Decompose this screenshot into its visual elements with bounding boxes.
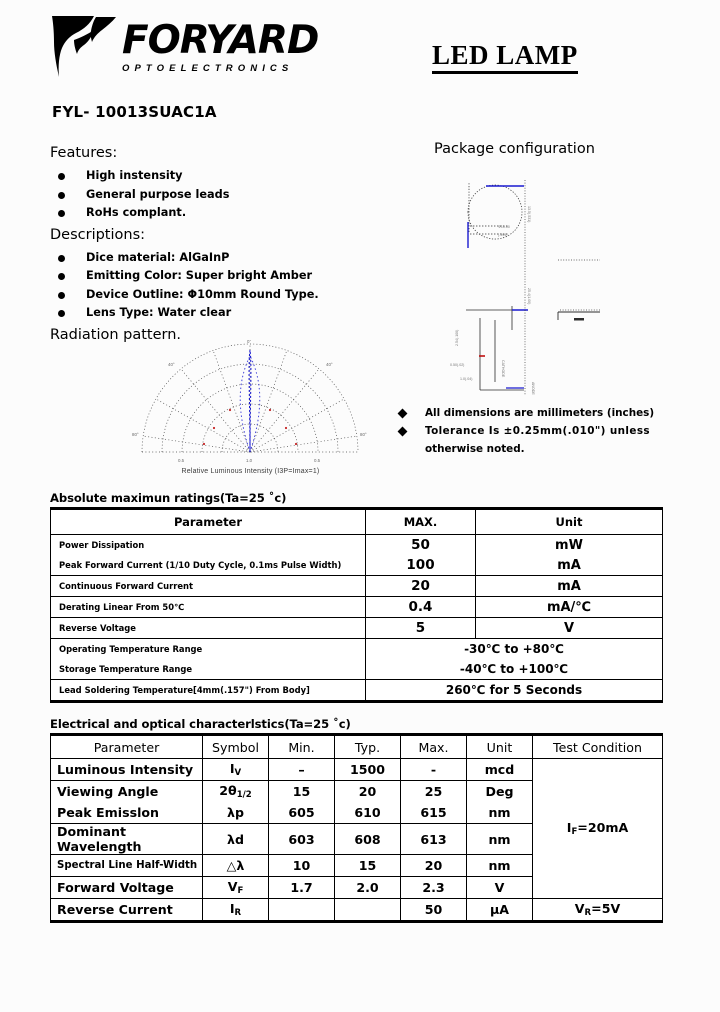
cell-max: 25 [401, 781, 467, 803]
cell-unit: mcd [467, 759, 533, 781]
description-text: Device Outline: Φ10mm Round Type. [86, 287, 319, 301]
absolute-maximum-ratings-table [50, 507, 663, 703]
cell-symbol: λp [203, 802, 269, 824]
description-text: Dice material: AlGaInP [86, 250, 230, 264]
cell-parameter: Luminous Intensity [51, 759, 203, 781]
svg-text:40°: 40° [326, 362, 333, 367]
list-item [50, 304, 390, 323]
svg-text:0.5: 0.5 [314, 458, 321, 463]
table-row [51, 899, 663, 922]
svg-text:13.5(.531): 13.5(.531) [527, 206, 531, 223]
note-text: Tolerance Is ±0.25mm(.010") unless [425, 425, 651, 437]
foryard-logo-icon [50, 14, 118, 80]
cell-unit: V [467, 877, 533, 899]
svg-text:2.54(.100): 2.54(.100) [455, 329, 459, 346]
column-header-typ: Typ. [335, 735, 401, 759]
cell-unit: μA [467, 899, 533, 922]
svg-text:80°: 80° [132, 432, 139, 437]
description-text: Emitting Color: Super bright Amber [86, 269, 313, 282]
cell-span-value: -30℃ to +80℃ [366, 639, 663, 660]
cell-typ: 2.0 [335, 877, 401, 899]
column-header-unit: Unit [467, 735, 533, 759]
note-text: All dimensions are millimeters (inches) [425, 407, 655, 419]
cell-typ: 608 [335, 824, 401, 855]
table-row [51, 759, 663, 781]
package-outline-drawing [440, 170, 640, 400]
cell-unit: mA/℃ [476, 597, 663, 618]
cell-min: 603 [269, 824, 335, 855]
cell-symbol: $I_R$ [203, 899, 269, 922]
cell-max: - [401, 759, 467, 781]
cell-min: 15 [269, 781, 335, 803]
cell-parameter: Peak Emisslon [51, 802, 203, 824]
table-row [51, 639, 663, 660]
cell-min: 10 [269, 855, 335, 877]
cell-typ: 610 [335, 802, 401, 824]
cell-unit: nm [467, 802, 533, 824]
cell-symbol: $2\theta_{1/2}$ [203, 781, 269, 803]
list-item [50, 167, 390, 186]
package-notes [395, 405, 675, 458]
svg-text:1.0(.04): 1.0(.04) [460, 377, 473, 381]
list-item [50, 186, 390, 205]
cell-max: 100 [366, 555, 476, 576]
column-header-max: Max. [401, 735, 467, 759]
cell-typ: 15 [335, 855, 401, 877]
svg-text:0°: 0° [247, 340, 252, 344]
note-item [395, 405, 675, 422]
svg-text:CATHODE: CATHODE [501, 360, 505, 378]
description-text: Lens Type: Water clear [86, 306, 232, 319]
cell-max: 50 [401, 899, 467, 922]
table-header-row [51, 509, 663, 535]
package-drawing-svg [440, 170, 640, 400]
cell-parameter: Spectral Line Half-Width [51, 855, 203, 877]
column-header-min: Min. [269, 735, 335, 759]
svg-text:0.50(.02): 0.50(.02) [450, 363, 465, 367]
cell-typ: 20 [335, 781, 401, 803]
cell-max: 20 [401, 855, 467, 877]
cell-min: – [269, 759, 335, 781]
note-continuation: otherwise noted. [425, 443, 525, 455]
features-descriptions-block [50, 143, 390, 349]
svg-text:(.394): (.394) [498, 233, 508, 237]
radiation-pattern-heading: Radiation pattern. [50, 326, 182, 343]
cell-span-value: 260℃ for 5 Seconds [366, 680, 663, 702]
features-list [50, 167, 390, 223]
cell-parameter: Viewing Angle [51, 781, 203, 803]
cell-unit: nm [467, 855, 533, 877]
cell-parameter: Storage Temperature Range [51, 659, 366, 680]
bullet-icon [58, 192, 65, 199]
cell-max: 20 [366, 576, 476, 597]
electrical-table-title: Electrical and optical characterlstics(Ta=25 ˚c) [50, 717, 351, 731]
cell-parameter: Lead Soldering Temperature[4mm(.157") From Body] [51, 680, 366, 702]
descriptions-list [50, 249, 390, 323]
cell-max: 5 [366, 618, 476, 639]
bullet-icon [58, 173, 65, 180]
cell-min [269, 899, 335, 922]
diamond-bullet-icon [398, 409, 408, 419]
bullet-icon [58, 255, 65, 262]
radiation-chart-caption: Relative Luminous Intensity (I3P=Imax=1) [181, 468, 320, 475]
bullet-icon [58, 292, 65, 299]
package-configuration-title: Package configuration [434, 141, 595, 157]
document-title: LED LAMP [432, 40, 578, 74]
table-row [51, 680, 663, 702]
electrical-optical-characteristics-table [50, 733, 663, 923]
cell-parameter: Derating Linear From 50℃ [51, 597, 366, 618]
electrical-optical-section [50, 717, 663, 923]
cell-parameter: Dominant Wavelength [51, 824, 203, 855]
cell-max: 613 [401, 824, 467, 855]
company-name: FORYARD [122, 18, 319, 63]
cell-symbol: $I_V$ [203, 759, 269, 781]
bullet-icon [58, 273, 65, 280]
table-row [51, 618, 663, 639]
logo-wordmark [122, 14, 318, 74]
page-header [0, 0, 720, 95]
cell-unit: mA [476, 576, 663, 597]
svg-text:0.5: 0.5 [178, 458, 185, 463]
cell-parameter: Operating Temperature Range [51, 639, 366, 660]
list-item [50, 286, 390, 305]
absolute-maximum-ratings-section [50, 491, 663, 703]
column-header-symbol: Symbol [203, 735, 269, 759]
radiation-pattern-chart [118, 340, 383, 475]
list-item [50, 204, 390, 223]
cell-max: 50 [366, 535, 476, 556]
cell-max: 615 [401, 802, 467, 824]
cell-max: 0.4 [366, 597, 476, 618]
absolute-max-table-title: Absolute maximun ratings(Ta=25 ˚c) [50, 491, 287, 505]
diamond-bullet-icon [398, 427, 408, 437]
svg-text:1.0: 1.0 [246, 458, 253, 463]
table-row [51, 576, 663, 597]
svg-text:40°: 40° [168, 362, 175, 367]
radiation-polar-plot-svg [118, 340, 383, 468]
column-header-max: MAX. [366, 509, 476, 535]
feature-text: General purpose leads [86, 187, 230, 201]
column-header-parameter: Parameter [51, 735, 203, 759]
note-item [395, 423, 675, 440]
table-row [51, 535, 663, 556]
cell-parameter: Power Dissipation [51, 535, 366, 556]
bullet-icon [58, 210, 65, 217]
svg-text:25.4(1.00): 25.4(1.00) [527, 288, 531, 305]
cell-typ [335, 899, 401, 922]
column-header-parameter: Parameter [51, 509, 366, 535]
column-header-unit: Unit [476, 509, 663, 535]
descriptions-heading: Descriptions: [50, 226, 146, 243]
column-header-test-condition: Test Condition [533, 735, 663, 759]
list-item [50, 267, 390, 286]
feature-text: High instensity [86, 169, 183, 182]
svg-text:ANODE: ANODE [531, 382, 535, 395]
part-number: FYL- 10013SUAC1A [52, 103, 217, 121]
company-logo [50, 14, 318, 80]
cell-parameter: Forward Voltage [51, 877, 203, 899]
cell-parameter: Reverse Voltage [51, 618, 366, 639]
table-row [51, 555, 663, 576]
cell-max: 2.3 [401, 877, 467, 899]
cell-min: 605 [269, 802, 335, 824]
cell-unit: V [476, 618, 663, 639]
company-tagline: OPTOELECTRONICS [122, 63, 294, 74]
cell-min: 1.7 [269, 877, 335, 899]
cell-unit: nm [467, 824, 533, 855]
cell-symbol: △λ [203, 855, 269, 877]
bullet-icon [58, 310, 65, 317]
cell-test-condition: $V_R=5V$ [533, 899, 663, 922]
cell-typ: 1500 [335, 759, 401, 781]
svg-text:Φ10.00: Φ10.00 [498, 225, 510, 229]
feature-text: RoHs complant. [86, 206, 187, 219]
cell-unit: Deg [467, 781, 533, 803]
cell-unit: mA [476, 555, 663, 576]
svg-text:80°: 80° [360, 432, 367, 437]
cell-parameter: Reverse Current [51, 899, 203, 922]
cell-test-condition: $I_F=20mA$ [533, 759, 663, 899]
table-row [51, 597, 663, 618]
cell-unit: mW [476, 535, 663, 556]
cell-symbol: λd [203, 824, 269, 855]
cell-symbol: $V_F$ [203, 877, 269, 899]
table-header-row [51, 735, 663, 759]
cell-span-value: -40℃ to +100℃ [366, 659, 663, 680]
list-item [50, 249, 390, 268]
features-heading: Features: [50, 145, 118, 161]
cell-parameter: Continuous Forward Current [51, 576, 366, 597]
cell-parameter: Peak Forward Current (1/10 Duty Cycle, 0.1ms Pulse Width) [51, 555, 366, 576]
table-row [51, 659, 663, 680]
